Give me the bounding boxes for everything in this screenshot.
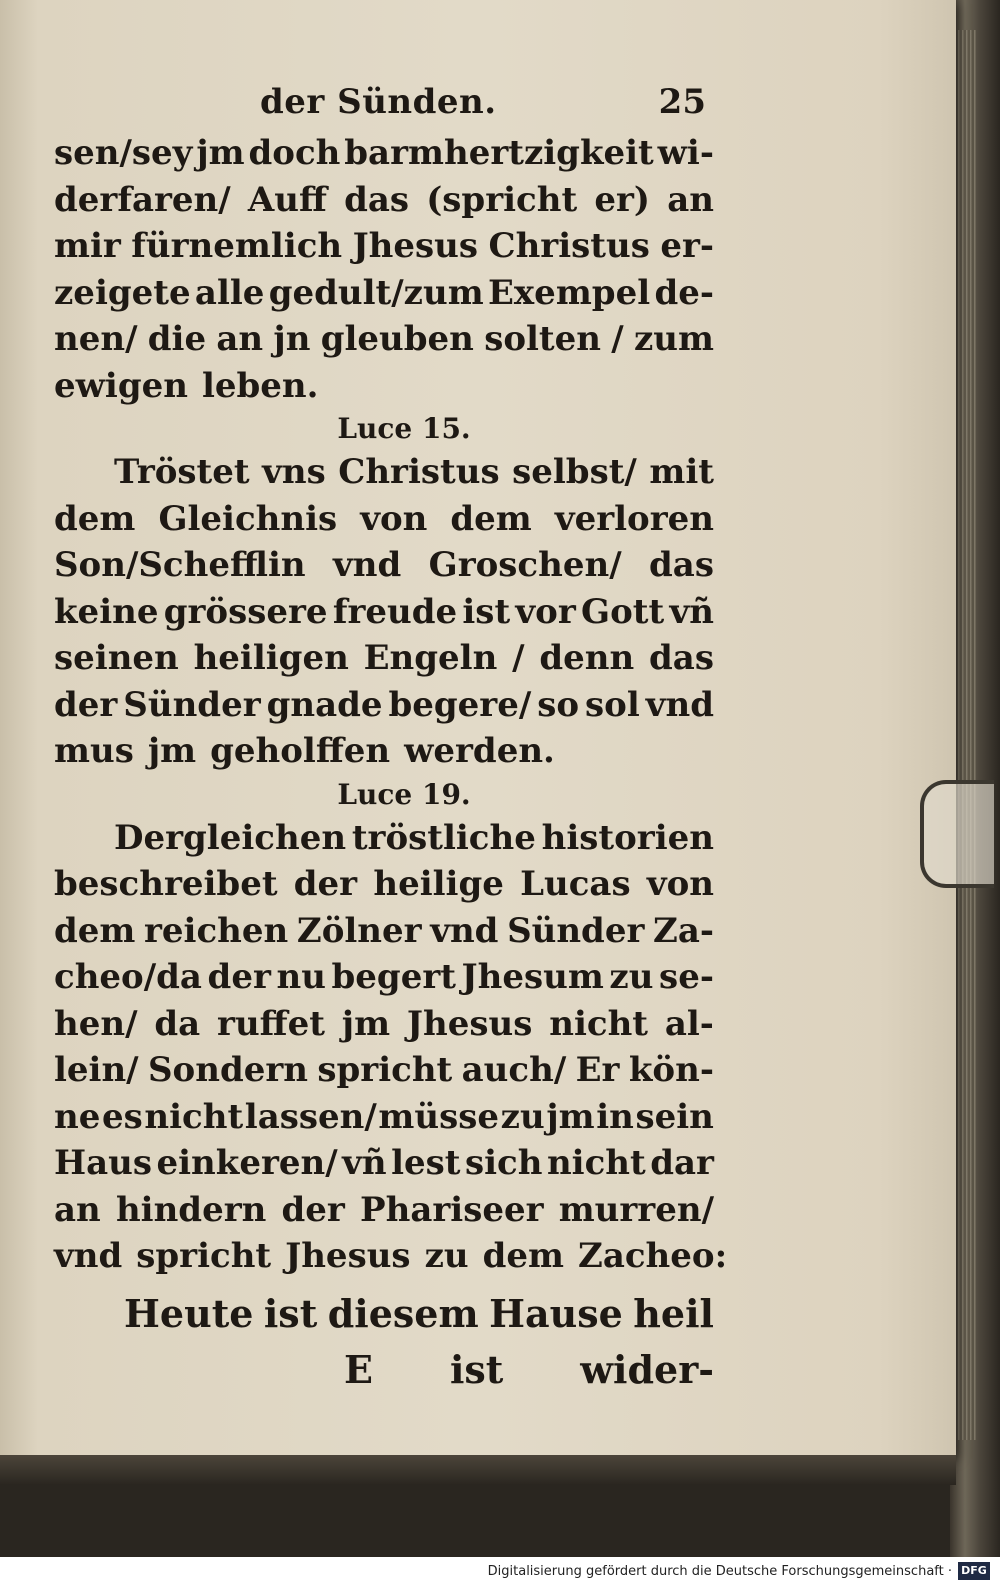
text-line — [54, 1001, 714, 1048]
word: Jhesum — [461, 957, 604, 997]
word: von — [360, 498, 428, 539]
word: der — [207, 957, 271, 997]
word: keine — [54, 591, 159, 632]
word: der — [281, 1189, 345, 1230]
word: spricht — [317, 1050, 453, 1090]
word: wi- — [657, 133, 714, 173]
text-line — [54, 223, 714, 270]
word: vnd — [54, 1236, 123, 1276]
text-line — [54, 635, 714, 682]
word: Heute — [124, 1290, 254, 1336]
page-clip — [920, 780, 994, 888]
text-line — [54, 1233, 728, 1280]
word: da — [154, 1003, 201, 1044]
word: Jhesus — [406, 1003, 533, 1044]
word: jm — [546, 1096, 595, 1137]
word: reichen — [144, 910, 289, 951]
word: Tröstet — [114, 452, 250, 492]
word: zu — [609, 957, 654, 997]
word: / — [512, 638, 525, 678]
word: kön- — [628, 1050, 714, 1090]
word: hindern — [115, 1189, 267, 1230]
word: er) — [594, 179, 650, 220]
word: dem — [54, 910, 136, 951]
text-line — [54, 177, 714, 224]
word: beschreibet — [54, 864, 278, 904]
text-line — [54, 542, 714, 589]
page-edges — [958, 30, 976, 1440]
dfg-logo: DFG — [958, 1562, 990, 1580]
word: wider- — [580, 1346, 714, 1392]
text-line — [54, 815, 714, 862]
catchword-line — [54, 1342, 714, 1398]
word: Jhesus — [285, 1236, 411, 1276]
word: Hause — [489, 1290, 623, 1336]
word: gleuben — [320, 319, 474, 359]
word: Exempel — [488, 272, 651, 313]
text-line — [54, 682, 714, 729]
word: murren/ — [558, 1189, 714, 1230]
word: heil — [633, 1290, 714, 1336]
paragraph-1 — [54, 130, 714, 409]
word: (spricht — [426, 179, 578, 220]
word: zu — [500, 1096, 545, 1137]
word: die — [147, 319, 207, 359]
word: Engeln — [363, 638, 498, 678]
word: vnd — [430, 910, 499, 951]
text-line — [54, 861, 714, 908]
word: vnd — [333, 545, 402, 585]
word: hen/ — [54, 1003, 138, 1044]
word: an — [54, 1189, 101, 1230]
word: leben. — [201, 365, 319, 406]
word: lassen/ — [244, 1096, 377, 1137]
word: einkeren/ — [156, 1143, 338, 1183]
word: Sondern — [148, 1050, 308, 1090]
word: dar — [650, 1143, 714, 1183]
text-line — [54, 130, 714, 177]
word: diesem — [327, 1290, 479, 1336]
word: Lucas — [520, 864, 631, 904]
word: freude — [332, 591, 458, 632]
word: nicht — [546, 1143, 646, 1183]
word: begert — [331, 957, 456, 997]
word: vnd — [645, 684, 714, 725]
word: historien — [541, 817, 714, 858]
word: sich — [464, 1143, 543, 1183]
word: der — [293, 864, 358, 904]
paragraph-3 — [54, 815, 728, 1280]
text-line — [54, 449, 714, 496]
word: vns — [262, 452, 326, 492]
word: geholffen — [210, 731, 391, 771]
word: zu — [424, 1236, 469, 1276]
word: heilige — [373, 864, 504, 904]
word: jm — [147, 731, 197, 771]
word: gnade — [266, 684, 383, 725]
word: lest — [391, 1143, 461, 1183]
word: alle — [194, 272, 265, 313]
word: al- — [664, 1003, 714, 1044]
word: das — [344, 179, 410, 220]
word: Christus — [488, 226, 650, 266]
word: Gleichnis — [158, 498, 338, 539]
text-line — [54, 1140, 714, 1187]
word: vñ — [669, 591, 714, 632]
word: ruffet — [217, 1003, 325, 1044]
word: Phariseer — [360, 1189, 544, 1230]
word: vñ — [342, 1143, 387, 1183]
word: es — [101, 1096, 143, 1137]
paragraph-2 — [54, 449, 714, 775]
word: das — [649, 638, 714, 678]
word: jm — [196, 133, 245, 173]
word: Zacheo: — [578, 1236, 728, 1276]
word: müsse — [378, 1096, 500, 1137]
text-line — [54, 270, 714, 317]
word: ewigen — [54, 365, 188, 406]
word: nicht — [549, 1003, 648, 1044]
word: Er — [575, 1050, 620, 1090]
word: auch/ — [461, 1050, 567, 1090]
word: Auff — [247, 179, 327, 220]
word: heiligen — [193, 638, 349, 678]
word: das — [649, 545, 714, 585]
page-bottom-shadow — [0, 1455, 956, 1485]
word: / — [611, 319, 624, 359]
word: Son/Schefflin — [54, 545, 306, 585]
footer-bar — [0, 1557, 1000, 1587]
word: ist — [462, 591, 511, 632]
text-line — [54, 496, 714, 543]
word: nen/ — [54, 319, 138, 359]
word: solten — [484, 319, 601, 359]
word: werden. — [404, 731, 555, 771]
word: mir — [54, 226, 121, 266]
word: ne — [54, 1096, 101, 1137]
word: Zölner — [296, 910, 422, 951]
word: doch — [248, 133, 341, 173]
word: sen/sey — [54, 133, 193, 173]
word: Gott — [581, 591, 665, 632]
word: an — [216, 319, 264, 359]
word: mit — [649, 452, 714, 492]
word: dem — [482, 1236, 564, 1276]
word: Groschen/ — [428, 545, 622, 585]
scripture-reference-2: Luce 19. — [337, 777, 471, 811]
text-line — [54, 363, 714, 410]
text-line — [54, 954, 714, 1001]
word: Za- — [653, 910, 714, 951]
word: ist — [449, 1346, 504, 1392]
word: begere/ — [388, 684, 532, 725]
word: se- — [659, 957, 714, 997]
word: E — [344, 1346, 373, 1392]
text-line — [54, 908, 714, 955]
word: denn — [539, 638, 635, 678]
text-line — [54, 1094, 714, 1141]
text-line — [54, 1187, 714, 1234]
text-line — [54, 316, 714, 363]
word: mus — [54, 731, 134, 771]
word: cheo/da — [54, 957, 202, 997]
word: Jhesus — [352, 226, 479, 266]
text-line — [54, 1047, 714, 1094]
word: jm — [341, 1003, 391, 1044]
word: sol — [585, 684, 640, 725]
word: Dergleichen — [114, 817, 347, 858]
word: barmhertzigkeit — [344, 133, 654, 173]
scripture-reference-1: Luce 15. — [337, 412, 471, 445]
word: dem — [450, 498, 532, 539]
word: Christus — [338, 452, 500, 492]
word: von — [646, 864, 714, 904]
word: fürnemlich — [131, 226, 343, 266]
word: zeigete — [54, 272, 191, 313]
word: Haus — [54, 1143, 153, 1183]
funding-credit: Digitalisierung gefördert durch die Deutsche Forschungsgemeinschaft · — [487, 1564, 952, 1579]
word: jn — [273, 319, 311, 359]
running-title: der Sünden. — [260, 82, 497, 122]
text-line — [54, 728, 714, 775]
emphasized-line — [54, 1286, 714, 1342]
text-line — [54, 589, 714, 636]
word: grössere — [163, 591, 328, 632]
word: verloren — [554, 498, 714, 539]
word: lein/ — [54, 1050, 139, 1090]
page-number: 25 — [658, 82, 706, 122]
word: ist — [263, 1290, 318, 1336]
word: in — [596, 1096, 634, 1137]
word: seinen — [54, 638, 179, 678]
word: derfaren/ — [54, 179, 231, 220]
word: zum — [633, 319, 714, 359]
word: Sünder — [507, 910, 645, 951]
word: nicht — [144, 1096, 244, 1137]
word: gedult/zum — [268, 272, 484, 313]
word: der — [54, 684, 118, 725]
word: Sünder — [123, 684, 261, 725]
word: vor — [515, 591, 576, 632]
word: de- — [654, 272, 714, 313]
word: so — [537, 684, 580, 725]
word: dem — [54, 498, 136, 539]
word: selbst/ — [512, 452, 637, 492]
word: sein — [635, 1096, 714, 1137]
word: er- — [660, 226, 714, 266]
page-text — [54, 82, 728, 1398]
word: spricht — [136, 1236, 272, 1276]
word: an — [667, 179, 714, 220]
word: tröstliche — [351, 817, 536, 858]
page-header — [54, 82, 714, 130]
word: nu — [276, 957, 326, 997]
